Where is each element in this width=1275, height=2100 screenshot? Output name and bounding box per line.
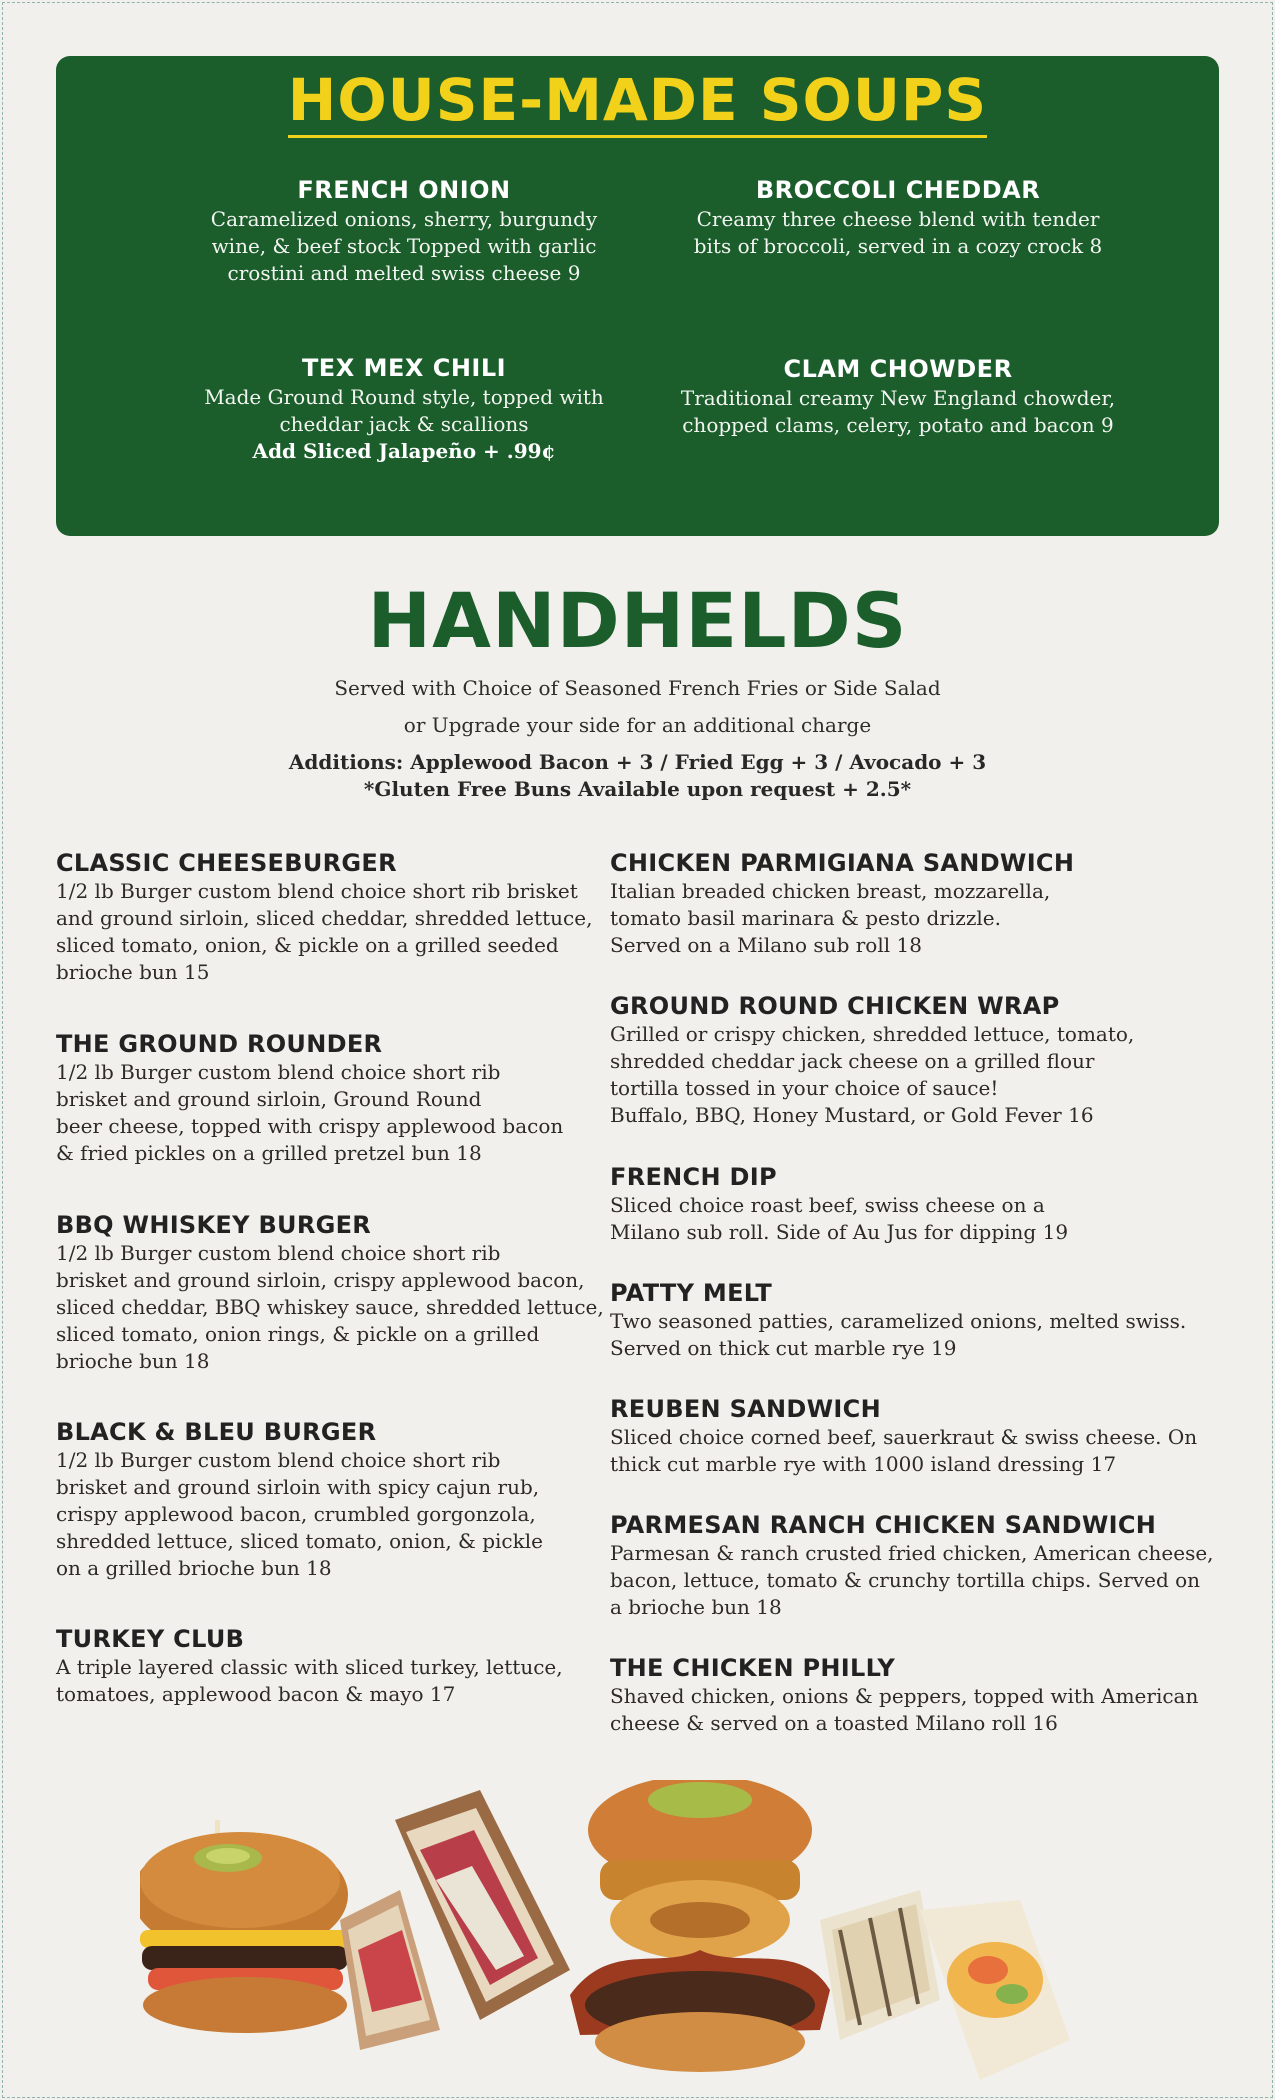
item-name: TURKEY CLUB (56, 1625, 245, 1653)
item-description: Two seasoned patties, caramelized onions, melted swiss. Served on thick cut marble rye 19 (610, 1309, 1187, 1360)
item-name: REUBEN SANDWICH (610, 1395, 881, 1423)
menu-item-french-dip (610, 1162, 1220, 1246)
item-description: 1/2 lb Burger custom blend choice short rib brisket and ground sirloin, sliced cheddar, shredded lettuce, sliced tomato, onion, & pickle on a grilled seeded brioche bun 15 (56, 879, 593, 984)
soup-description: Traditional creamy New England chowder, chopped clams, celery, potato and bacon 9 (680, 386, 1116, 437)
soup-addon: Add Sliced Jalapeño + .99¢ (252, 439, 556, 463)
menu-item-bbq-whiskey-burger (56, 1210, 616, 1375)
item-name: CLASSIC CHEESEBURGER (56, 849, 397, 877)
soup-broccoli-cheddar (678, 174, 1118, 260)
menu-item-chicken-parmigiana (610, 848, 1220, 959)
soup-name: TEX MEX CHILI (301, 354, 507, 382)
item-name: FRENCH DIP (610, 1163, 777, 1191)
menu-item-parmesan-ranch-chicken (610, 1510, 1220, 1621)
cheeseburger-image (140, 1820, 350, 2033)
menu-item-ground-rounder (56, 1029, 616, 1167)
soup-description: Creamy three cheese blend with tender bits of broccoli, served in a cozy crock 8 (693, 207, 1103, 258)
menu-item-patty-melt (610, 1278, 1220, 1362)
item-description: Parmesan & ranch crusted fried chicken, American cheese, bacon, lettuce, tomato & crunchy tortilla chips. Served on a brioche bun 18 (610, 1541, 1214, 1619)
item-name: CHICKEN PARMIGIANA SANDWICH (610, 849, 1075, 877)
item-description: Sliced choice corned beef, sauerkraut & swiss cheese. On thick cut marble rye with 1000 island dressing 17 (610, 1425, 1198, 1476)
handhelds-title: HANDHELDS (367, 576, 908, 665)
food-photo (140, 1780, 1100, 2090)
handhelds-sides-note: Served with Choice of Seasoned French Fries or Side Salad (334, 676, 941, 700)
soups-title: HOUSE-MADE SOUPS (56, 66, 1219, 138)
handhelds-gluten-free-note: *Gluten Free Buns Available upon request + 2.5* (363, 777, 912, 801)
item-name: PARMESAN RANCH CHICKEN SANDWICH (610, 1511, 1157, 1539)
item-name: BLACK & BLEU BURGER (56, 1418, 377, 1446)
item-description: Sliced choice roast beef, swiss cheese on a Milano sub roll. Side of Au Jus for dipping 19 (610, 1193, 1069, 1244)
menu-item-chicken-philly (610, 1653, 1220, 1737)
menu-item-chicken-wrap (610, 991, 1220, 1129)
soup-french-onion (184, 174, 624, 287)
stacked-burger-image (570, 1780, 830, 2072)
chicken-wrap-image (820, 1890, 1070, 2080)
soup-tex-mex-chili (184, 352, 624, 465)
reuben-image (340, 1790, 570, 2050)
soup-name: BROCCOLI CHEDDAR (755, 176, 1041, 204)
handhelds-upgrade-note: or Upgrade your side for an additional charge (403, 713, 872, 737)
item-name: PATTY MELT (610, 1279, 773, 1307)
item-description: A triple layered classic with sliced turkey, lettuce, tomatoes, applewood bacon & mayo 17 (56, 1655, 563, 1706)
item-description: Shaved chicken, onions & peppers, topped with American cheese & served on a toasted Milano roll 16 (610, 1684, 1199, 1735)
item-description: 1/2 lb Burger custom blend choice short rib brisket and ground sirloin, crispy applewood bacon, sliced cheddar, BBQ whiskey sauce, shredded lettuce, sliced tomato, onion rings, & pickle on a grilled brioche bun 18 (56, 1241, 604, 1373)
item-description: 1/2 lb Burger custom blend choice short rib brisket and ground sirloin, Ground Round beer cheese, topped with crispy applewood bacon & fried pickles on a grilled pretzel bun 18 (56, 1060, 564, 1165)
soup-name: FRENCH ONION (297, 176, 511, 204)
item-name: THE GROUND ROUNDER (56, 1030, 383, 1058)
soup-description: Made Ground Round style, topped with cheddar jack & scallions (204, 385, 604, 436)
handhelds-additions: Additions: Applewood Bacon + 3 / Fried Egg + 3 / Avocado + 3 (288, 750, 987, 774)
menu-item-classic-cheeseburger (56, 848, 616, 986)
menu-item-reuben (610, 1394, 1220, 1478)
item-name: THE CHICKEN PHILLY (610, 1654, 896, 1682)
menu-item-black-bleu-burger (56, 1417, 616, 1582)
item-description: Grilled or crispy chicken, shredded lettuce, tomato, shredded cheddar jack cheese on a grilled flour tortilla tossed in your choice of sauce! Buffalo, BBQ, Honey Mustard, or Gold Fever 16 (610, 1022, 1135, 1127)
soup-name: CLAM CHOWDER (783, 355, 1013, 383)
item-name: BBQ WHISKEY BURGER (56, 1211, 372, 1239)
soups-panel (56, 56, 1219, 536)
menu-item-turkey-club (56, 1624, 616, 1708)
item-description: 1/2 lb Burger custom blend choice short rib brisket and ground sirloin with spicy cajun rub, crispy applewood bacon, crumbled gorgonzola, shredded lettuce, sliced tomato, onion, & pickle on a grilled brioche bun 18 (56, 1448, 543, 1580)
soup-description: Caramelized onions, sherry, burgundy wine, & beef stock Topped with garlic crostini and melted swiss cheese 9 (210, 207, 598, 285)
item-description: Italian breaded chicken breast, mozzarella, tomato basil marinara & pesto drizzle. Served on a Milano sub roll 18 (610, 879, 1051, 957)
soup-clam-chowder (678, 353, 1118, 439)
item-name: GROUND ROUND CHICKEN WRAP (610, 992, 1060, 1020)
